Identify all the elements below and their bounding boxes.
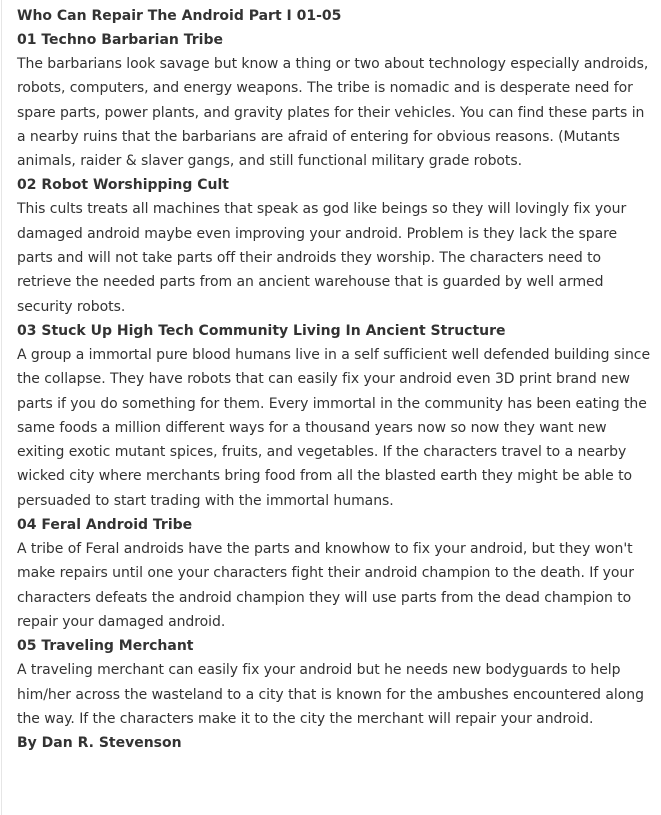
entry-heading: 04 Feral Android Tribe	[17, 517, 193, 534]
entry-body: A traveling merchant can easily fix your android but he needs new bodyguards to help him/her across the wasteland to a city that is known for the ambushes encountered along the way. If the characters make it to the city the merchant will repair your android.	[17, 662, 644, 727]
entry-heading: 01 Techno Barbarian Tribe	[17, 32, 223, 48]
entry-heading: 02 Robot Worshipping Cult	[17, 177, 229, 194]
entry-body: The barbarians look savage but know a thing or two about technology especially androids, robots, computers, and energy weapons. The tribe is nomadic and is desperate need for spare parts, power plants, and gravity plates for their vehicles. You can find these parts in a nearby ruins that the barbarians are afraid of entering for obvious reasons. (Mutants animals, raider & slaver gangs, and still functional military grade robots.	[17, 56, 649, 170]
entry-03	[17, 319, 651, 513]
entry-heading: 03 Stuck Up High Tech Community Living In Ancient Structure	[17, 322, 506, 339]
author-byline: By Dan R. Stevenson	[17, 735, 182, 752]
entry-05	[17, 634, 651, 731]
left-border-divider	[1, 0, 2, 815]
entry-02	[17, 173, 651, 318]
entry-body: A group a immortal pure blood humans live in a self sufficient well defended building since the collapse. They have robots that can easily fix your android even 3D print brand new parts if you do something for them. Every immortal in the community has been eating the same foods a million different ways for a thousand years now so now they want new exiting exotic mutant spices, fruits, and vegetables. If the characters travel to a nearby wicked city where merchants bring food from all the blasted earth they might be able to persuaded to start trading with the immortal humans.	[17, 346, 651, 509]
entry-body: This cults treats all machines that speak as god like beings so they will lovingly fix your damaged android maybe even improving your android. Problem is they lack the spare parts and will not take parts off their androids they worship. The characters need to retrieve the needed parts from an ancient warehouse that is guarded by well armed security robots.	[17, 201, 627, 315]
entry-body: A tribe of Feral androids have the parts and knowhow to fix your android, but they won't make repairs until one your characters fight their android champion to the death. If your characters defeats the android champion they will use parts from the dead champion to repair your damaged android.	[17, 541, 634, 630]
post-title: Who Can Repair The Android Part I 01-05	[17, 8, 342, 24]
entry-heading: 05 Traveling Merchant	[17, 638, 194, 655]
entry-01	[17, 28, 651, 173]
entry-04	[17, 513, 651, 634]
